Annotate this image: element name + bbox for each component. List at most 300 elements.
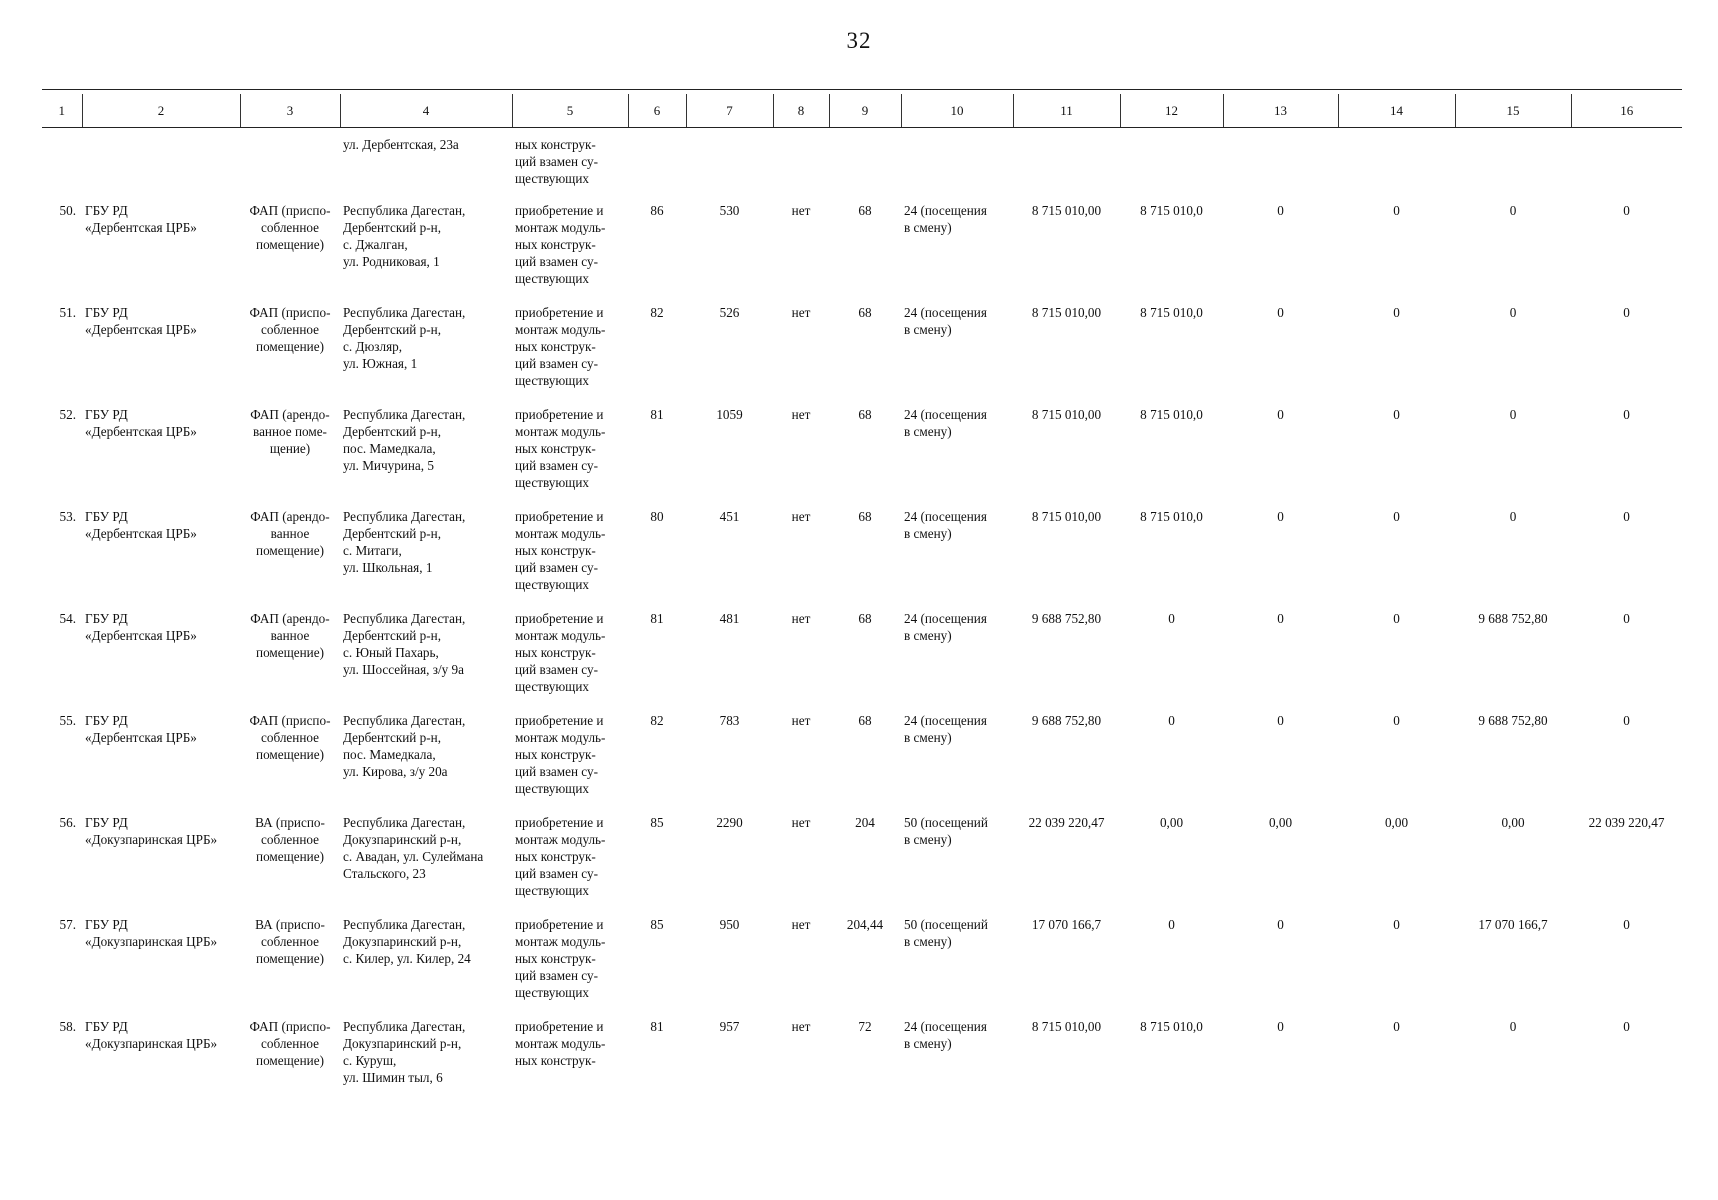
address-line: с. Дюзляр, bbox=[343, 339, 403, 354]
cell-work-type bbox=[512, 911, 628, 1013]
work-type-line: ществующих bbox=[515, 985, 589, 1000]
cell-col-16: 0 bbox=[1623, 305, 1630, 320]
work-type-line: ных конструк- bbox=[515, 543, 596, 558]
cell-work-type bbox=[512, 707, 628, 809]
work-type-line: ществующих bbox=[515, 577, 589, 592]
cell-facility-type bbox=[240, 911, 340, 1013]
facility-type-line: собленное bbox=[261, 220, 319, 235]
cell-empty bbox=[829, 128, 901, 198]
capacity-line: 24 (посещения bbox=[904, 611, 987, 626]
facility-type-line: ванное поме- bbox=[253, 424, 327, 439]
address-line: Дербентский р-н, bbox=[343, 526, 441, 541]
facility-type-line: ФАП (арендо- bbox=[250, 407, 330, 422]
work-type-line: ций взамен су- bbox=[515, 560, 598, 575]
address-line: с. Митаги, bbox=[343, 543, 402, 558]
work-type-line: монтаж модуль- bbox=[515, 628, 606, 643]
work-type-line: монтаж модуль- bbox=[515, 322, 606, 337]
cell-row-number: 50. bbox=[59, 203, 76, 218]
organization-line: ГБУ РД bbox=[85, 203, 128, 218]
address-line: ул. Мичурина, 5 bbox=[343, 458, 434, 473]
cell-col-12: 0,00 bbox=[1159, 815, 1184, 830]
cell-address bbox=[340, 401, 512, 503]
work-type-line: ных конструк- bbox=[515, 1053, 596, 1068]
cell-facility-type bbox=[240, 707, 340, 809]
address-line: Дербентский р-н, bbox=[343, 424, 441, 439]
cell-col-11: 8 715 010,00 bbox=[1031, 203, 1102, 218]
cell-col-7: 526 bbox=[719, 305, 740, 320]
cell-col-14: 0 bbox=[1393, 203, 1400, 218]
cell-col-6: 82 bbox=[650, 713, 664, 728]
cell-col-13: 0 bbox=[1277, 305, 1284, 320]
cell-col-7: 2290 bbox=[716, 815, 743, 830]
cell-empty bbox=[901, 128, 1013, 198]
cell-row-number: 52. bbox=[59, 407, 76, 422]
cell-work-type bbox=[512, 605, 628, 707]
cell-col-11: 8 715 010,00 bbox=[1031, 305, 1102, 320]
cell-col-8: нет bbox=[791, 509, 811, 524]
cell-col-15: 0 bbox=[1509, 407, 1517, 422]
work-type-line: ществующих bbox=[515, 373, 589, 388]
capacity-line: 24 (посещения bbox=[904, 1019, 987, 1034]
organization-line: «Дербентская ЦРБ» bbox=[85, 322, 197, 337]
table-row bbox=[42, 1013, 1682, 1115]
cell-row-number: 53. bbox=[59, 509, 76, 524]
cell-col-9: 68 bbox=[858, 305, 872, 320]
cell-col-9: 204,44 bbox=[846, 917, 884, 932]
work-line: ществующих bbox=[515, 171, 589, 186]
cell-work-type bbox=[512, 809, 628, 911]
organization-line: «Дербентская ЦРБ» bbox=[85, 220, 197, 235]
cell-address bbox=[340, 299, 512, 401]
work-type-line: ных конструк- bbox=[515, 951, 596, 966]
cell-organization bbox=[82, 1013, 240, 1115]
address-line: Республика Дагестан, bbox=[343, 611, 466, 626]
work-type-line: ных конструк- bbox=[515, 849, 596, 864]
capacity-line: в смену) bbox=[904, 220, 952, 235]
work-type-line: ций взамен су- bbox=[515, 356, 598, 371]
page-number: 32 bbox=[846, 28, 872, 53]
work-type-line: приобретение и bbox=[515, 713, 604, 728]
work-type-line: монтаж модуль- bbox=[515, 832, 606, 847]
facility-type-line: ванное bbox=[270, 628, 310, 643]
cell-col-14: 0 bbox=[1393, 407, 1400, 422]
cell-col-6: 81 bbox=[650, 611, 664, 626]
organization-line: ГБУ РД bbox=[85, 611, 128, 626]
work-type-line: ных конструк- bbox=[515, 339, 596, 354]
cell-col-6: 82 bbox=[650, 305, 664, 320]
cell-empty bbox=[82, 128, 240, 198]
work-type-line: монтаж модуль- bbox=[515, 526, 606, 541]
work-type-line: приобретение и bbox=[515, 1019, 604, 1034]
facility-type-line: помещение) bbox=[256, 645, 324, 660]
cell-organization bbox=[82, 605, 240, 707]
address-line: с. Куруш, bbox=[343, 1053, 397, 1068]
cell-empty bbox=[1571, 128, 1682, 198]
organization-line: ГБУ РД bbox=[85, 1019, 128, 1034]
cell-col-8: нет bbox=[791, 815, 811, 830]
address-line: ул. Кирова, з/у 20а bbox=[343, 764, 448, 779]
cell-col-16: 0 bbox=[1623, 611, 1630, 626]
cell-col-15: 0 bbox=[1509, 305, 1517, 320]
table-row bbox=[42, 911, 1682, 1013]
organization-line: ГБУ РД bbox=[85, 815, 128, 830]
column-header-6: 6 bbox=[628, 94, 686, 128]
table-row bbox=[42, 401, 1682, 503]
facility-type-line: помещение) bbox=[256, 543, 324, 558]
organization-line: ГБУ РД bbox=[85, 305, 128, 320]
cell-capacity bbox=[901, 707, 1013, 809]
cell-address bbox=[340, 809, 512, 911]
cell-col-8: нет bbox=[791, 611, 811, 626]
cell-facility-type bbox=[240, 1013, 340, 1115]
cell-organization bbox=[82, 911, 240, 1013]
cell-col-8: нет bbox=[791, 407, 811, 422]
facility-type-line: собленное bbox=[261, 832, 319, 847]
work-type-line: приобретение и bbox=[515, 611, 604, 626]
cell-col-7: 950 bbox=[719, 917, 740, 932]
capacity-line: в смену) bbox=[904, 322, 952, 337]
work-type-line: ций взамен су- bbox=[515, 662, 598, 677]
cell-empty bbox=[1013, 128, 1120, 198]
capacity-line: в смену) bbox=[904, 934, 952, 949]
cell-work-type bbox=[512, 503, 628, 605]
cell-capacity bbox=[901, 299, 1013, 401]
cell-row-number: 58. bbox=[59, 1019, 76, 1034]
address-line: ул. Дербентская, 23а bbox=[343, 137, 459, 152]
cell-col-9: 68 bbox=[858, 203, 872, 218]
work-type-line: ществующих bbox=[515, 271, 589, 286]
capacity-line: 24 (посещения bbox=[904, 713, 987, 728]
cell-col-9: 68 bbox=[858, 611, 872, 626]
cell-col-15: 9 688 752,80 bbox=[1478, 713, 1548, 728]
address-line: ул. Шоссейная, з/у 9а bbox=[343, 662, 464, 677]
address-line: Докузпаринский р-н, bbox=[343, 934, 462, 949]
cell-col-12: 0 bbox=[1168, 917, 1175, 932]
capacity-line: в смену) bbox=[904, 424, 952, 439]
cell-empty bbox=[1455, 128, 1571, 198]
cell-col-12: 8 715 010,0 bbox=[1140, 407, 1203, 422]
cell-col-15: 0,00 bbox=[1501, 815, 1525, 830]
table-row bbox=[42, 605, 1682, 707]
facility-type-line: собленное bbox=[261, 730, 319, 745]
facility-type-line: помещение) bbox=[256, 951, 324, 966]
cell-col-16: 0 bbox=[1623, 1019, 1630, 1034]
column-header-12: 12 bbox=[1120, 94, 1223, 128]
cell-capacity bbox=[901, 809, 1013, 911]
cell-col-11: 9 688 752,80 bbox=[1031, 713, 1102, 728]
cell-facility-type bbox=[240, 503, 340, 605]
address-line: Докузпаринский р-н, bbox=[343, 1036, 462, 1051]
cell-empty bbox=[240, 128, 340, 198]
cell-col-16: 22 039 220,47 bbox=[1588, 815, 1665, 830]
work-type-line: ных конструк- bbox=[515, 645, 596, 660]
cell-organization bbox=[82, 401, 240, 503]
work-type-line: ных конструк- bbox=[515, 237, 596, 252]
address-line: Республика Дагестан, bbox=[343, 815, 466, 830]
cell-col-13: 0 bbox=[1277, 917, 1284, 932]
cell-col-15: 0 bbox=[1509, 1019, 1517, 1034]
cell-col-12: 8 715 010,0 bbox=[1140, 1019, 1203, 1034]
cell-col-6: 80 bbox=[650, 509, 664, 524]
cell-col-6: 85 bbox=[650, 917, 664, 932]
address-line: с. Джалган, bbox=[343, 237, 408, 252]
column-header-7: 7 bbox=[686, 94, 773, 128]
table-row bbox=[42, 503, 1682, 605]
work-type-line: ций взамен су- bbox=[515, 968, 598, 983]
address-line: Республика Дагестан, bbox=[343, 509, 466, 524]
cell-col-14: 0 bbox=[1393, 611, 1400, 626]
cell-work-type bbox=[512, 401, 628, 503]
cell-empty bbox=[42, 128, 82, 198]
cell-col-15: 0 bbox=[1509, 203, 1517, 218]
organization-line: «Докузпаринская ЦРБ» bbox=[85, 832, 218, 847]
facility-type-line: собленное bbox=[261, 934, 319, 949]
work-line: ных конструк- bbox=[515, 137, 596, 152]
cell-col-8: нет bbox=[791, 713, 811, 728]
cell-work-type bbox=[512, 299, 628, 401]
cell-col-7: 783 bbox=[719, 713, 740, 728]
cell-row-number: 55. bbox=[59, 713, 76, 728]
cell-organization bbox=[82, 299, 240, 401]
facility-type-line: помещение) bbox=[256, 747, 324, 762]
cell-col-13: 0 bbox=[1277, 1019, 1284, 1034]
capacity-line: в смену) bbox=[904, 628, 952, 643]
organization-line: ГБУ РД bbox=[85, 509, 128, 524]
cell-col-14: 0 bbox=[1393, 713, 1400, 728]
address-line: Дербентский р-н, bbox=[343, 628, 441, 643]
cell-col-7: 1059 bbox=[716, 407, 743, 422]
facility-type-line: собленное bbox=[261, 1036, 319, 1051]
cell-work-type bbox=[512, 128, 628, 198]
cell-col-13: 0 bbox=[1277, 713, 1284, 728]
cell-col-8: нет bbox=[791, 1019, 811, 1034]
cell-empty bbox=[1120, 128, 1223, 198]
cell-col-14: 0 bbox=[1393, 917, 1400, 932]
capacity-line: в смену) bbox=[904, 526, 952, 541]
facility-type-line: ВА (приспо- bbox=[255, 917, 325, 932]
facility-type-line: ВА (приспо- bbox=[255, 815, 325, 830]
cell-work-type bbox=[512, 197, 628, 299]
cell-col-16: 0 bbox=[1623, 509, 1630, 524]
column-header-16: 16 bbox=[1571, 94, 1682, 128]
cell-col-12: 8 715 010,0 bbox=[1140, 305, 1203, 320]
capacity-line: в смену) bbox=[904, 1036, 952, 1051]
cell-col-13: 0 bbox=[1277, 611, 1284, 626]
cell-address bbox=[340, 503, 512, 605]
cell-col-13: 0 bbox=[1277, 203, 1284, 218]
cell-col-9: 68 bbox=[858, 713, 872, 728]
address-line: Докузпаринский р-н, bbox=[343, 832, 462, 847]
cell-col-13: 0 bbox=[1277, 407, 1284, 422]
address-line: с. Авадан, ул. Сулеймана bbox=[343, 849, 484, 864]
cell-empty bbox=[686, 128, 773, 198]
work-type-line: монтаж модуль- bbox=[515, 730, 606, 745]
cell-col-11: 9 688 752,80 bbox=[1031, 611, 1102, 626]
cell-row-number: 56. bbox=[59, 815, 76, 830]
cell-col-15: 17 070 166,7 bbox=[1478, 917, 1548, 932]
cell-col-7: 530 bbox=[719, 203, 740, 218]
cell-address bbox=[340, 911, 512, 1013]
column-header-14: 14 bbox=[1338, 94, 1455, 128]
facility-type-line: ФАП (приспо- bbox=[249, 203, 331, 218]
cell-col-13: 0,00 bbox=[1268, 815, 1293, 830]
continuation-row bbox=[42, 128, 1682, 198]
column-header-1: 1 bbox=[42, 94, 82, 128]
column-header-4: 4 bbox=[340, 94, 512, 128]
cell-empty bbox=[628, 128, 686, 198]
cell-col-8: нет bbox=[791, 305, 811, 320]
cell-col-7: 451 bbox=[719, 509, 740, 524]
address-line: Дербентский р-н, bbox=[343, 322, 441, 337]
capacity-line: в смену) bbox=[904, 730, 952, 745]
cell-address bbox=[340, 605, 512, 707]
column-header-11: 11 bbox=[1013, 94, 1120, 128]
address-line: с. Килер, ул. Килер, 24 bbox=[343, 951, 471, 966]
facility-type-line: ФАП (приспо- bbox=[249, 305, 331, 320]
cell-work-type bbox=[512, 1013, 628, 1115]
table-top-rule bbox=[42, 89, 1682, 90]
cell-col-12: 0 bbox=[1168, 611, 1175, 626]
cell-col-16: 0 bbox=[1623, 407, 1630, 422]
work-type-line: монтаж модуль- bbox=[515, 220, 606, 235]
organization-line: «Дербентская ЦРБ» bbox=[85, 628, 197, 643]
cell-organization bbox=[82, 503, 240, 605]
column-header-8: 8 bbox=[773, 94, 829, 128]
work-type-line: приобретение и bbox=[515, 305, 604, 320]
cell-col-7: 957 bbox=[719, 1019, 740, 1034]
cell-col-11: 8 715 010,00 bbox=[1031, 407, 1102, 422]
cell-facility-type bbox=[240, 605, 340, 707]
column-header-2: 2 bbox=[82, 94, 240, 128]
work-type-line: монтаж модуль- bbox=[515, 1036, 606, 1051]
facility-type-line: помещение) bbox=[256, 849, 324, 864]
organization-line: «Дербентская ЦРБ» bbox=[85, 424, 197, 439]
cell-col-7: 481 bbox=[719, 611, 740, 626]
cell-col-15: 0 bbox=[1509, 509, 1517, 524]
cell-capacity bbox=[901, 503, 1013, 605]
cell-col-16: 0 bbox=[1623, 203, 1630, 218]
address-line: Дербентский р-н, bbox=[343, 730, 441, 745]
work-type-line: ций взамен су- bbox=[515, 866, 598, 881]
cell-col-15: 9 688 752,80 bbox=[1478, 611, 1548, 626]
work-type-line: монтаж модуль- bbox=[515, 934, 606, 949]
cell-capacity bbox=[901, 1013, 1013, 1115]
work-type-line: ных конструк- bbox=[515, 747, 596, 762]
cell-empty bbox=[1223, 128, 1338, 198]
facility-type-line: ФАП (арендо- bbox=[250, 611, 330, 626]
cell-col-14: 0 bbox=[1393, 305, 1400, 320]
cell-row-number: 54. bbox=[59, 611, 76, 626]
cell-col-11: 17 070 166,7 bbox=[1031, 917, 1102, 932]
address-line: Дербентский р-н, bbox=[343, 220, 441, 235]
address-line: пос. Мамедкала, bbox=[343, 747, 436, 762]
cell-col-12: 8 715 010,0 bbox=[1140, 203, 1203, 218]
work-type-line: ществующих bbox=[515, 781, 589, 796]
address-line: Республика Дагестан, bbox=[343, 305, 466, 320]
organization-line: «Докузпаринская ЦРБ» bbox=[85, 1036, 218, 1051]
facility-type-line: щение) bbox=[269, 441, 311, 456]
column-header-13: 13 bbox=[1223, 94, 1338, 128]
work-type-line: ществующих bbox=[515, 883, 589, 898]
capacity-line: 50 (посещений bbox=[904, 917, 988, 932]
table-row bbox=[42, 809, 1682, 911]
cell-col-13: 0 bbox=[1277, 509, 1284, 524]
capacity-line: 24 (посещения bbox=[904, 509, 987, 524]
address-line: ул. Родниковая, 1 bbox=[343, 254, 440, 269]
address-line: пос. Мамедкала, bbox=[343, 441, 436, 456]
cell-facility-type bbox=[240, 299, 340, 401]
capacity-line: в смену) bbox=[904, 832, 952, 847]
cell-col-11: 8 715 010,00 bbox=[1031, 509, 1102, 524]
capacity-line: 50 (посещений bbox=[904, 815, 988, 830]
facility-type-line: ФАП (приспо- bbox=[249, 1019, 331, 1034]
column-header-3: 3 bbox=[240, 94, 340, 128]
organization-line: «Докузпаринская ЦРБ» bbox=[85, 934, 218, 949]
facility-type-line: помещение) bbox=[256, 1053, 324, 1068]
address-line: Стальского, 23 bbox=[343, 866, 426, 881]
cell-col-14: 0 bbox=[1393, 509, 1400, 524]
cell-col-16: 0 bbox=[1623, 917, 1630, 932]
table-row bbox=[42, 707, 1682, 809]
column-header-5: 5 bbox=[512, 94, 628, 128]
organization-line: «Дербентская ЦРБ» bbox=[85, 526, 197, 541]
cell-col-9: 68 bbox=[858, 509, 872, 524]
cell-col-11: 8 715 010,00 bbox=[1031, 1019, 1102, 1034]
cell-col-9: 204 bbox=[855, 815, 875, 830]
capacity-line: 24 (посещения bbox=[904, 305, 987, 320]
cell-col-14: 0 bbox=[1393, 1019, 1400, 1034]
work-type-line: приобретение и bbox=[515, 815, 604, 830]
table-row bbox=[42, 299, 1682, 401]
address-line: Республика Дагестан, bbox=[343, 203, 466, 218]
work-type-line: монтаж модуль- bbox=[515, 424, 606, 439]
facility-type-line: собленное bbox=[261, 322, 319, 337]
cell-facility-type bbox=[240, 197, 340, 299]
work-type-line: ных конструк- bbox=[515, 441, 596, 456]
address-line: Республика Дагестан, bbox=[343, 1019, 466, 1034]
address-line: Республика Дагестан, bbox=[343, 917, 466, 932]
address-line: ул. Школьная, 1 bbox=[343, 560, 433, 575]
work-type-line: приобретение и bbox=[515, 407, 604, 422]
cell-col-9: 68 bbox=[858, 407, 872, 422]
cell-col-12: 8 715 010,0 bbox=[1140, 509, 1203, 524]
address-line: с. Юный Пахарь, bbox=[343, 645, 439, 660]
organization-line: «Дербентская ЦРБ» bbox=[85, 730, 197, 745]
work-type-line: ществующих bbox=[515, 679, 589, 694]
facility-type-line: ФАП (приспо- bbox=[249, 713, 331, 728]
cell-col-6: 81 bbox=[650, 407, 664, 422]
cell-capacity bbox=[901, 605, 1013, 707]
work-type-line: приобретение и bbox=[515, 509, 604, 524]
column-number-header-row bbox=[42, 94, 1682, 128]
facility-type-line: помещение) bbox=[256, 237, 324, 252]
table-body bbox=[42, 128, 1682, 1116]
work-line: ций взамен су- bbox=[515, 154, 598, 169]
cell-col-14: 0,00 bbox=[1384, 815, 1409, 830]
work-type-line: ций взамен су- bbox=[515, 254, 598, 269]
cell-col-8: нет bbox=[791, 917, 811, 932]
organization-line: ГБУ РД bbox=[85, 917, 128, 932]
work-type-line: приобретение и bbox=[515, 203, 604, 218]
work-type-line: ществующих bbox=[515, 475, 589, 490]
cell-address bbox=[340, 197, 512, 299]
cell-col-12: 0 bbox=[1168, 713, 1175, 728]
facility-type-line: помещение) bbox=[256, 339, 324, 354]
organization-line: ГБУ РД bbox=[85, 713, 128, 728]
capacity-line: 24 (посещения bbox=[904, 203, 987, 218]
cell-col-8: нет bbox=[791, 203, 811, 218]
cell-col-6: 85 bbox=[650, 815, 664, 830]
